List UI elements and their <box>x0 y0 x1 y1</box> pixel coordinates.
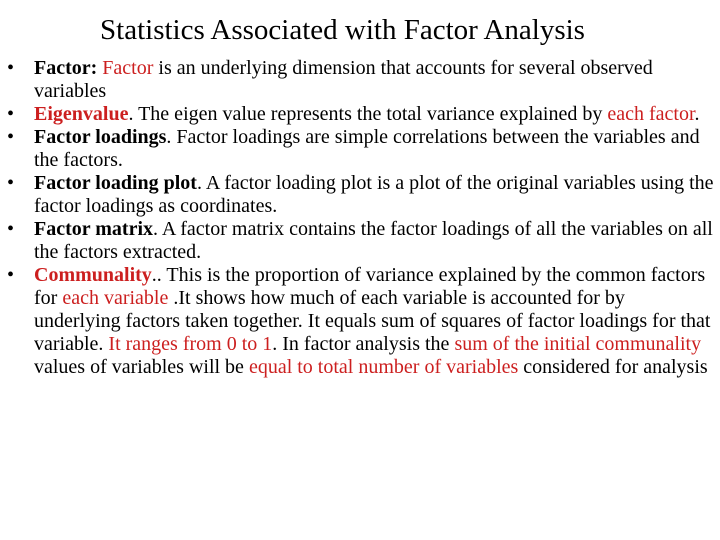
bullet-text: . A factor loading plot is a plot of the original variables using the factor loadings as coordinates. <box>34 172 714 217</box>
bullet-text: . Factor loadings are simple correlations between the variables and the factors. <box>34 126 700 171</box>
bullet-factor <box>0 57 715 103</box>
bullet-text: considered for analysis <box>518 356 708 378</box>
bullet-text: . In factor analysis the <box>272 333 455 355</box>
bullet-text: .It shows how much of each variable is accounted for by underlying factors taken together. It equals sum of squares of factor loadings for that variable. <box>34 287 711 355</box>
bullet-text: . A factor matrix contains the factor loadings of all the variables on all the factors extracted. <box>34 218 713 263</box>
slide-title: Statistics Associated with Factor Analysis <box>100 14 585 46</box>
bullet-text: .. This is the proportion of variance explained by the common factors for <box>34 264 706 309</box>
highlight-text: sum of the initial communality <box>454 333 702 355</box>
bullet-term: Factor loading plot <box>34 172 197 194</box>
highlight-text: equal to total number of variables <box>248 356 519 378</box>
bullet-text: . The eigen value represents the total variance explained by <box>128 103 608 125</box>
bullet-text: is an underlying dimension that accounts for several observed variables <box>34 57 653 102</box>
bullet-dot: • <box>7 57 15 79</box>
bullet-communality <box>0 264 715 379</box>
bullet-eigenvalue <box>0 103 715 126</box>
bullet-factor-matrix <box>0 218 715 264</box>
bullet-dot: • <box>7 218 15 240</box>
highlight-text: each factor <box>607 103 695 125</box>
bullet-factor-loadings <box>0 126 715 172</box>
bullet-term: Factor matrix <box>34 218 154 240</box>
bullet-dot: • <box>7 126 15 148</box>
bullet-text: values of variables will be <box>34 356 249 378</box>
bullet-dot: • <box>7 264 15 286</box>
bullet-text: . <box>694 103 700 125</box>
bullet-term: Factor loadings <box>34 126 167 148</box>
bullet-list <box>0 57 715 379</box>
bullet-dot: • <box>7 172 15 194</box>
bullet-term: Eigenvalue <box>34 103 129 125</box>
highlight-text: It ranges from 0 to 1 <box>108 333 273 355</box>
bullet-term: Communality <box>34 264 152 286</box>
bullet-term: Factor: <box>34 57 98 79</box>
highlight-text: Factor <box>97 57 154 79</box>
bullet-factor-loading-plot <box>0 172 715 218</box>
bullet-dot: • <box>7 103 15 125</box>
highlight-text: each variable <box>62 287 169 309</box>
